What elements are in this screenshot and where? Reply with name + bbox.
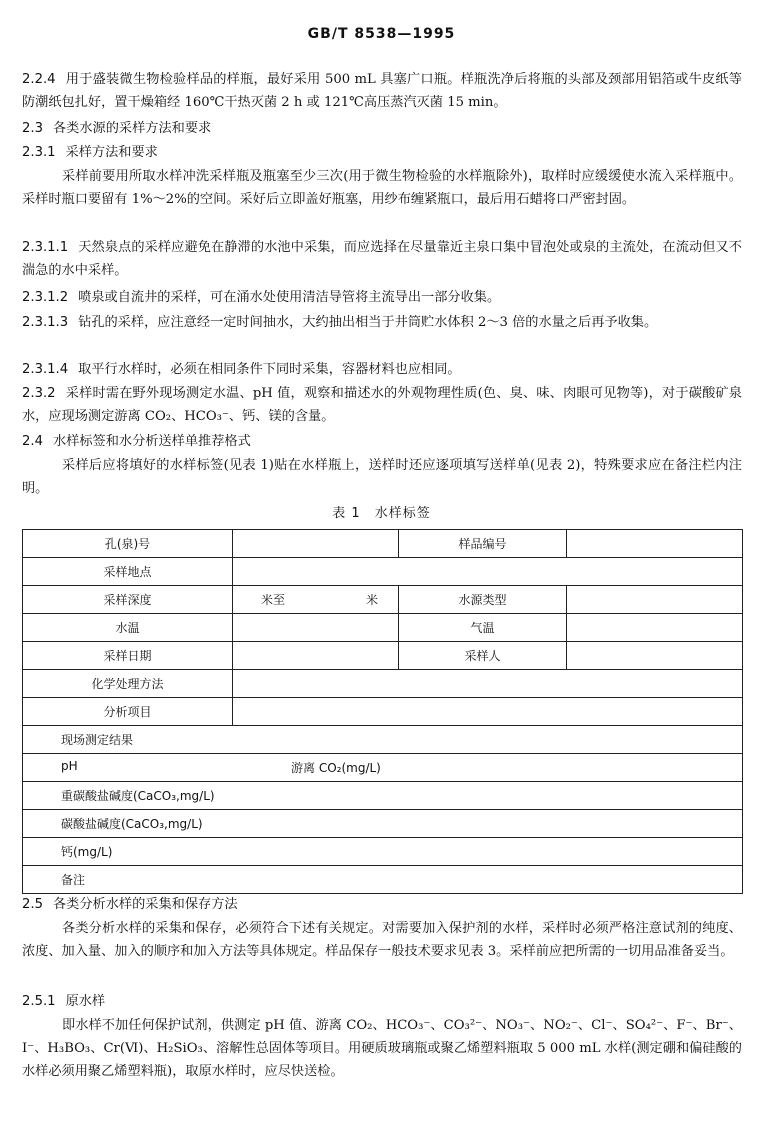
section-number: 2.5.1: [22, 994, 56, 1009]
para-text: 取平行水样时，必须在相同条件下同时采集，容器材料也应相同。: [78, 362, 461, 377]
heading-2-3: [22, 117, 742, 140]
cell-blank: [233, 642, 399, 670]
cell-source-type: 水源类型: [399, 586, 567, 614]
table-row: [23, 838, 743, 866]
cell-calcium: 钙(mg/L): [23, 838, 743, 866]
cell-ph-co2: [23, 754, 743, 782]
cell-remarks: 备注: [23, 866, 743, 894]
para-text: 用于盛装微生物检验样品的样瓶，最好采用 500 mL 具塞广口瓶。样瓶洗净后将瓶的头部及颈部用铝箔或牛皮纸等防潮纸包扎好，置干燥箱经 160℃干热灭菌 2 h 或 121℃高压蒸汽灭菌 15 min。: [22, 72, 742, 110]
cell-well-no: 孔(泉)号: [23, 530, 233, 558]
cell-depth-range: [233, 586, 399, 614]
section-number: 2.3.1.2: [22, 290, 69, 305]
table-row: [23, 726, 743, 754]
heading-2-4: [22, 430, 742, 453]
page-header: GB/T 8538—1995: [307, 26, 456, 42]
cell-items: 分析项目: [23, 698, 233, 726]
table-row: [23, 558, 743, 586]
section-number: 2.3.1.3: [22, 315, 69, 330]
cell-sample-no: 样品编号: [399, 530, 567, 558]
cell-blank: [233, 530, 399, 558]
section-number: 2.4: [22, 434, 43, 449]
heading-2-3-1: [22, 141, 742, 164]
cell-water-temp: 水温: [23, 614, 233, 642]
cell-air-temp: 气温: [399, 614, 567, 642]
heading-text: 采样方法和要求: [65, 145, 158, 160]
cell-location: 采样地点: [23, 558, 233, 586]
cell-field-results: 现场测定结果: [23, 726, 743, 754]
ph-label: pH: [61, 759, 78, 773]
para-2-5-1: 即水样不加任何保护试剂，供测定 pH 值、游离 CO₂、HCO₃⁻、CO₃²⁻、NO₃⁻、NO₂⁻、Cl⁻、SO₄²⁻、F⁻、Br⁻、I⁻、H₃BO₃、Cr(Ⅵ)、H₂SiO₃、溶解性总固体等项目。用硬质玻璃瓶或聚乙烯塑料瓶取 5 000 mL 水样(测定硼和偏硅酸的水样必须用聚乙烯塑料瓶)，取原水样时，应尽快送检。: [22, 1018, 742, 1079]
cell-heavy-carb: 重碳酸盐碱度(CaCO₃,mg/L): [23, 782, 743, 810]
cell-chem-method: 化学处理方法: [23, 670, 233, 698]
table-row: [23, 782, 743, 810]
heading-2-5-1: [22, 990, 742, 1013]
section-number: 2.3.1.1: [22, 240, 69, 255]
section-number: 2.3.2: [22, 386, 56, 401]
table-row: [23, 866, 743, 894]
table-row: [23, 586, 743, 614]
cell-sampler: 采样人: [399, 642, 567, 670]
table-row: [23, 530, 743, 558]
heading-2-5: [22, 893, 742, 916]
para-text: 采样时需在野外现场测定水温、pH 值，观察和描述水的外观物理性质(色、臭、味、肉眼可见物等)，对于碳酸矿泉水，应现场测定游离 CO₂、HCO₃⁻、钙、镁的含量。: [22, 386, 742, 424]
heading-text: 各类分析水样的采集和保存方法: [52, 897, 238, 912]
heading-text: 水样标签和水分析送样单推荐格式: [52, 434, 251, 449]
table-title: 表 1 水样标签: [332, 506, 431, 521]
para-2-3-1-1: [22, 236, 742, 282]
cell-blank: [567, 614, 743, 642]
cell-blank: [233, 614, 399, 642]
table-row: [23, 810, 743, 838]
section-number: 2.3.1.4: [22, 362, 69, 377]
cell-date: 采样日期: [23, 642, 233, 670]
free-co2-label: 游离 CO₂(mg/L): [291, 761, 381, 775]
para-2-2-4: [22, 68, 742, 114]
section-number: 2.2.4: [22, 72, 56, 87]
para-2-3-1-3: [22, 311, 742, 334]
heading-text: 原水样: [65, 994, 106, 1009]
table-row: [23, 754, 743, 782]
table-row: [23, 614, 743, 642]
para-2-5: 各类分析水样的采集和保存，必须符合下述有关规定。对需要加入保护剂的水样，采样时必须严格注意试剂的纯度、浓度、加入量、加入的顺序和加入方法等具体规定。样品保存一般技术要求见表 3。采样前应把所需的一切用品准备妥当。: [22, 921, 742, 959]
table-row: [23, 670, 743, 698]
section-number: 2.3: [22, 121, 43, 136]
cell-depth: 采样深度: [23, 586, 233, 614]
para-2-3-1-4: [22, 358, 742, 381]
depth-from: 米至: [261, 593, 286, 607]
para-text: 天然泉点的采样应避免在静滞的水池中采集，而应选择在尽量靠近主泉口集中冒泡处或泉的主流处，在流动但又不湍急的水中采样。: [22, 240, 742, 278]
para-2-3-1: 采样前要用所取水样冲洗采样瓶及瓶塞至少三次(用于微生物检验的水样瓶除外)，取样时应缓缓使水流入采样瓶中。采样时瓶口要留有 1%～2%的空间。采好后立即盖好瓶塞，用纱布缠紧瓶口，最后用石蜡将口严密封固。: [22, 169, 742, 207]
section-number: 2.5: [22, 897, 43, 912]
para-text: 钻孔的采样，应注意经一定时间抽水，大约抽出相当于井筒贮水体积 2～3 倍的水量之后再予收集。: [78, 315, 658, 330]
cell-blank: [567, 586, 743, 614]
para-2-4: 采样后应将填好的水样标签(见表 1)贴在水样瓶上，送样时还应逐项填写送样单(见表 2)，特殊要求应在备注栏内注明。: [22, 458, 742, 496]
depth-to: 米: [365, 593, 378, 607]
heading-text: 各类水源的采样方法和要求: [52, 121, 212, 136]
para-text: 喷泉或自流井的采样，可在涌水处使用清洁导管将主流导出一部分收集。: [78, 290, 501, 305]
para-2-3-1-2: [22, 286, 742, 309]
section-number: 2.3.1: [22, 145, 56, 160]
table-row: [23, 698, 743, 726]
cell-carb: 碳酸盐碱度(CaCO₃,mg/L): [23, 810, 743, 838]
cell-blank: [567, 530, 743, 558]
table-row: [23, 642, 743, 670]
para-2-3-2: [22, 382, 742, 428]
cell-blank: [567, 642, 743, 670]
cell-blank: [233, 670, 743, 698]
water-sample-label-table: [22, 529, 743, 894]
cell-blank: [233, 698, 743, 726]
cell-blank: [233, 558, 743, 586]
